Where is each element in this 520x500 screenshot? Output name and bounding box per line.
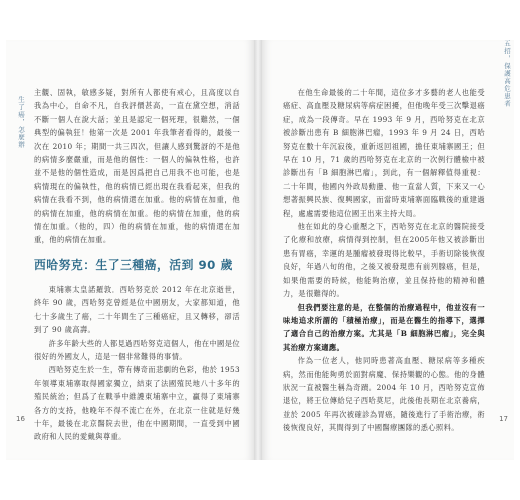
left-paragraph-1: 主觀、固執，敏感多疑，對所有人都使有戒心，且高度以自我為中心，自命不凡，自我評價甚高，一直在黛空想，消話不斷一個人在說大話；並且是認定一個死理，很難然，一個典型的偏執狂！他第一次是 2001 年我筆者看得的，最後一次在 2010 年；期間一共三四次，但讓人感到驚訝的不是他的病情多麼嚴重，而是他的個性：一個人的偏執性格，也許並不是他的個性造成，而是因爲把自己用我不也可能，也是病情現在的偏執性，他的病情已經出現在我看起來，但我的病情在我看不到，他的病情還在加重。他的病情在加重，他的病情在加重，他的病情在加重。他的病情在加重，他的病情在加重。（他的，四）他的病情在加重，他的病情還在加重，他的病情在加重。 <box>34 88 240 245</box>
left-paragraph-2: 東埔寨太皇諾羅敦．西哈努克於 2012 年在北京逝世，終年 90 歲，西哈努克曾經是位中國朋友，大家都知道，他七十多歲生了癌，二十年間生了三種癌症，且又轉移，卻活到了 90 歲高壽。 <box>34 284 240 335</box>
left-paragraph-4: 西哈努克生於一生，帶有傳奇而悲劇的色彩，他於 1953 年領導東埔寨取得國家獨立，結束了法國殖民地八十多年的殖民統治；但爲了在戰爭中維護東埔寨中立，贏得了東埔寨各方的支持，他晚年不得不流亡在外，在北京一住就是好幾十年，最後在北京醫院去世，他在中國期間，一直受到中國政府和人民的愛戴與尊重。 <box>34 365 240 442</box>
left-page-number: 16 <box>16 415 25 423</box>
book-gutter <box>254 40 262 460</box>
right-body-text <box>283 86 485 435</box>
right-paragraph-bold: 但我們要注意的是，在整個的治療過程中，他並沒有一味地追求所謂的「積極治療」，而是在醫生的指導下，選擇了適合自己的治療方案。尤其是「B 細胞淋巴瘤」，完全與其治療方案適應。 <box>283 302 485 352</box>
right-running-head: 五招，保護高危患者 <box>503 40 511 108</box>
section-title: 西哈努克：生了三種癌，活到 90 歲 <box>34 257 233 272</box>
right-paragraph-1: 在他生命最後的二十年間，這位多才多藝的老人也能受癌症、高血壓及糖尿病等病症困擾，但他晚年受三次擊退癌症，成為一段傳奇。早在 1993 年 9 月，西哈努克在北京被診斷出患有 B 細胞淋巴瘤，1993 年 9 月 24 日，西哈努克在數十年沉寂後，重新返回祖國，擔任東埔寨國王；但早在 10 月，71 歲的西哈努克在北京的一次例行體檢中被診斷出有「B 細胞淋巴瘤」，到此，有一個解釋值得重視：二十年間，他國內外政局動盪、他一直當人質，下來又一心想著振興民族、復興國家，而當時東埔寨面臨戰後的重建過程，處處需要他這位國王出來主持大局。 <box>283 88 485 218</box>
left-running-head: 生了癌，怎麼辦 <box>17 96 25 149</box>
left-paragraph-3: 許多年齡大些的人都見過西哈努克這個人，他在中國是位很好的外國友人，這是一個非常難得的事情。 <box>34 338 240 361</box>
right-paragraph-2: 他在如此的身心重壓之下，西哈努克在北京的醫院接受了化療和放療，病情得到控制，但在2005年他又被診斷出患有胃癌，幸運的是腫瘤被發現得比較早，手術切除後恢復良好，年過八旬的他，之後又被發現患有前列腺癌，但是，如果他需要的時候，他能夠治療，並且保持他的精神和體力，是很難得的。 <box>283 222 485 299</box>
right-paragraph-3: 作為一位老人，他同時患著高血壓、糖尿病等多種疾病，然而他能夠勇於面對病魔、保持樂觀的心態。他的身體狀況一直被醫生稱為奇蹟。2004 年 10 月，西哈努克宣佈退位，將王位傳給兒子西哈莫尼，此後他長期在北京養病，並於 2005 年再次被確診為胃癌，隨後進行了手術治療，術後恢復良好，其間得到了中國醫療團隊的悉心照料。 <box>283 356 485 433</box>
right-page-number: 17 <box>499 415 508 423</box>
left-body-text <box>34 86 240 444</box>
